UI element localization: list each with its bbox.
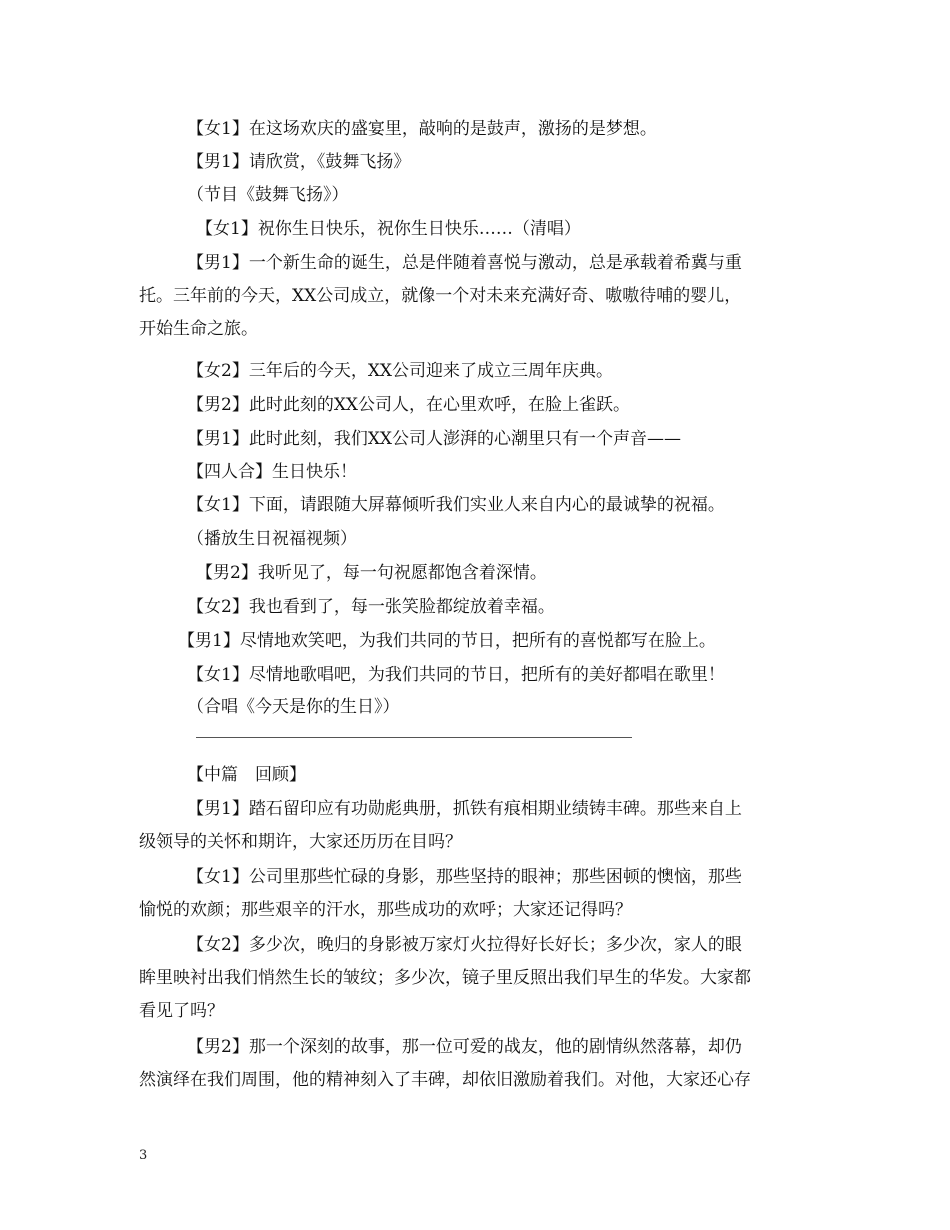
paragraph-15: 【女1】尽情地歌唱吧，为我们共同的节日，把所有的美好都唱在歌里！ xyxy=(187,665,725,685)
paragraph-8: 【男1】此时此刻，我们XX公司人澎湃的心潮里只有一个声音—— xyxy=(187,429,682,449)
paragraph-19-line-1: 【女2】多少次，晚归的身影被万家灯火拉得好长好长；多少次，家人的眼 xyxy=(187,935,742,955)
paragraph-9: 【四人合】生日快乐！ xyxy=(187,462,357,482)
paragraph-17-line-1: 【男1】踏石留印应有功勋彪典册，抓铁有痕相期业绩铸丰碑。那些来自上 xyxy=(187,799,742,819)
paragraph-17-line-2: 级领导的关怀和期许，大家还历历在目吗？ xyxy=(139,832,462,852)
paragraph-14: 【男1】尽情地欢笑吧，为我们共同的节日，把所有的喜悦都写在脸上。 xyxy=(178,631,716,651)
paragraph-2: 【男1】请欣赏，《鼓舞飞扬》 xyxy=(187,152,411,172)
paragraph-17 xyxy=(139,793,815,859)
paragraph-16: （合唱《今天是你的生日》） xyxy=(187,697,400,717)
paragraph-11: （播放生日祝福视频） xyxy=(187,529,357,549)
paragraph-12: 【男2】我听见了，每一句祝愿都饱含着深情。 xyxy=(196,563,547,583)
paragraph-5-line-2: 托。三年前的今天，XX公司成立，就像一个对未来充满好奇、嗷嗷待哺的婴儿， xyxy=(139,286,742,306)
page-number: 3 xyxy=(139,1148,148,1163)
paragraph-1: 【女1】在这场欢庆的盛宴里，敲响的是鼓声，激扬的是梦想。 xyxy=(187,119,657,139)
paragraph-18 xyxy=(139,861,815,927)
paragraph-19-line-2: 眸里映衬出我们悄然生长的皱纹；多少次，镜子里反照出我们早生的华发。大家都 xyxy=(139,968,751,988)
section-heading: 【中篇 回顾】 xyxy=(187,765,306,785)
paragraph-3: （节目《鼓舞飞扬》） xyxy=(187,185,349,205)
paragraph-20-line-1: 【男2】那一个深刻的故事，那一位可爱的战友，他的剧情纵然落幕，却仍 xyxy=(187,1037,742,1057)
paragraph-4: 【女1】祝你生日快乐，祝你生日快乐……（清唱） xyxy=(196,219,581,239)
paragraph-20-line-2: 然演绎在我们周围，他的精神刻入了丰碑，却依旧激励着我们。对他，大家还心存 xyxy=(139,1070,751,1090)
paragraph-5 xyxy=(139,247,815,346)
paragraph-5-line-1: 【男1】一个新生命的诞生，总是伴随着喜悦与激动，总是承载着希冀与重 xyxy=(187,253,742,273)
paragraph-18-line-1: 【女1】公司里那些忙碌的身影，那些坚持的眼神；那些困顿的懊恼，那些 xyxy=(187,867,742,887)
paragraph-6: 【女2】三年后的今天，XX公司迎来了成立三周年庆典。 xyxy=(187,361,614,381)
paragraph-7: 【男2】此时此刻的XX公司人，在心里欢呼，在脸上雀跃。 xyxy=(187,395,631,415)
paragraph-19 xyxy=(139,929,815,1028)
paragraph-20 xyxy=(139,1031,815,1097)
paragraph-13: 【女2】我也看到了，每一张笑脸都绽放着幸福。 xyxy=(187,597,555,617)
section-divider xyxy=(196,737,632,738)
paragraph-5-line-3: 开始生命之旅。 xyxy=(139,319,258,339)
paragraph-10: 【女1】下面，请跟随大屏幕倾听我们实业人来自内心的最诚挚的祝福。 xyxy=(187,495,725,515)
paragraph-19-line-3: 看见了吗？ xyxy=(139,1001,224,1021)
paragraph-18-line-2: 愉悦的欢颜；那些艰辛的汗水，那些成功的欢呼；大家还记得吗？ xyxy=(139,900,632,920)
